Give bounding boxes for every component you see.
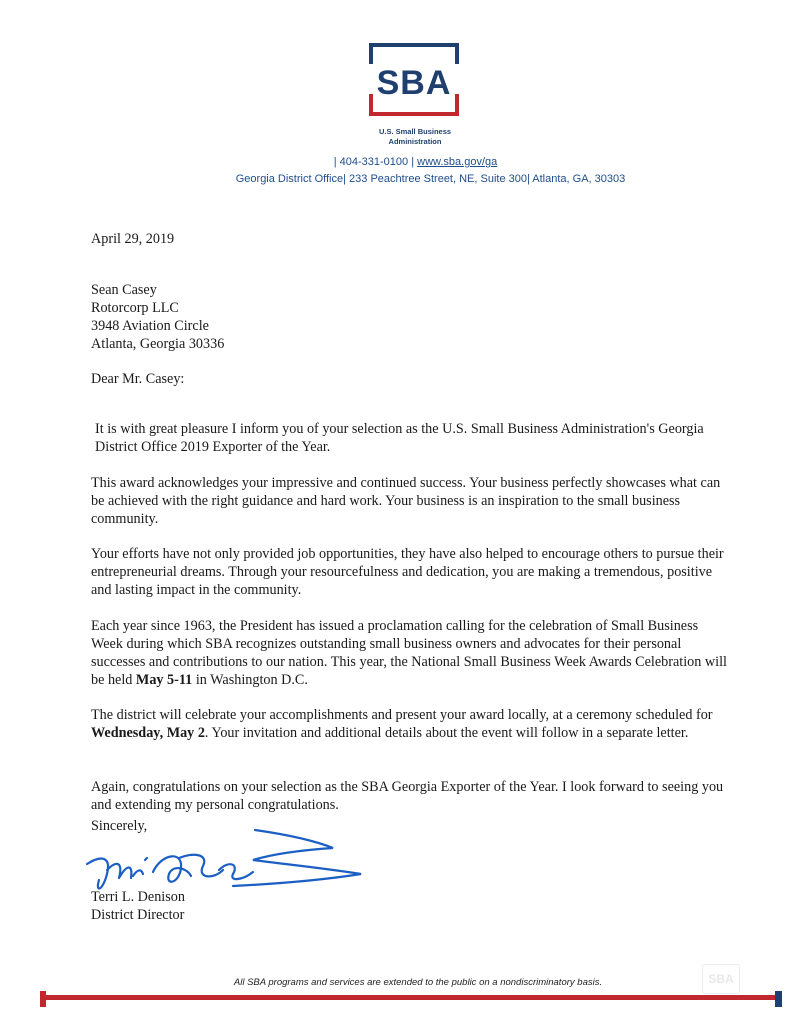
footer-bar	[40, 991, 782, 1007]
signer-title: District Director	[91, 907, 185, 923]
paragraph-5-end: . Your invitation and additional details about the event will follow in a separate letter.	[204, 725, 689, 742]
paragraph-4-end: in Washington D.C.	[192, 672, 308, 689]
footer-bar-right-cap	[775, 991, 782, 1007]
sba-watermark: SBA	[702, 964, 740, 994]
footer-bar-line	[46, 995, 782, 1000]
paragraph-5	[91, 706, 731, 742]
paragraph-5-text: The district will celebrate your accomplishments and present your award locally, at a ceremony scheduled for	[91, 707, 713, 724]
phone-number: | 404-331-0100 |	[333, 156, 415, 168]
recipient-address	[91, 281, 731, 353]
closing: Sincerely,	[91, 818, 148, 834]
contact-line	[0, 156, 791, 168]
sba-logo	[367, 42, 463, 120]
recipient-name: Sean Casey	[91, 282, 157, 298]
paragraph-6: Again, congratulations on your selection as the SBA Georgia Exporter of the Year. I look forward to seeing you and extending my personal congratulations.	[91, 779, 724, 814]
recipient-company: Rotorcorp LLC	[91, 300, 179, 316]
recipient-city: Atlanta, Georgia 30336	[91, 336, 225, 352]
ceremony-date: Wednesday, May 2	[91, 725, 205, 742]
nondiscrimination-notice: All SBA programs and services are extended to the public on a nondiscriminatory basis.	[233, 977, 603, 988]
event-dates: May 5-11	[135, 672, 193, 689]
sba-logo-text: SBA	[376, 64, 452, 102]
signer-name: Terri L. Denison	[91, 889, 185, 905]
signer-block	[91, 888, 731, 924]
paragraph-4	[91, 617, 731, 689]
paragraph-1: It is with great pleasure I inform you of your selection as the U.S. Small Business Administration's Georgia District Office 2019 Exporter of the Year.	[95, 421, 704, 456]
agency-name	[330, 127, 500, 146]
salutation: Dear Mr. Casey:	[91, 371, 185, 387]
paragraph-2: This award acknowledges your impressive and continued success. Your business perfectly showcases what can be achieved with the right guidance and hard work. Your business is an inspiration to the small business community.	[91, 475, 721, 528]
website-link[interactable]: www.sba.gov/ga	[417, 156, 498, 168]
paragraph-4-text: Each year since 1963, the President has issued a proclamation calling for the celebration of Small Business Week during which SBA recognizes outstanding small business owners and advocates for their personal successes and contributions to our nation. This year, the National Small Business Week Awards Celebration will be held	[91, 618, 727, 689]
agency-line-1: U.S. Small Business	[378, 127, 452, 136]
recipient-street: 3948 Aviation Circle	[91, 318, 209, 334]
paragraph-3: Your efforts have not only provided job opportunities, they have also helped to encourage others to pursue their entrepreneurial dreams. Through your resourcefulness and dedication, you are making a tremendous, positive and lasting impact in the community.	[91, 546, 724, 599]
agency-line-2: Administration	[388, 136, 442, 146]
letter-date: April 29, 2019	[91, 231, 175, 247]
office-address: Georgia District Office| 233 Peachtree Street, NE, Suite 300| Atlanta, GA, 30303	[235, 173, 626, 185]
